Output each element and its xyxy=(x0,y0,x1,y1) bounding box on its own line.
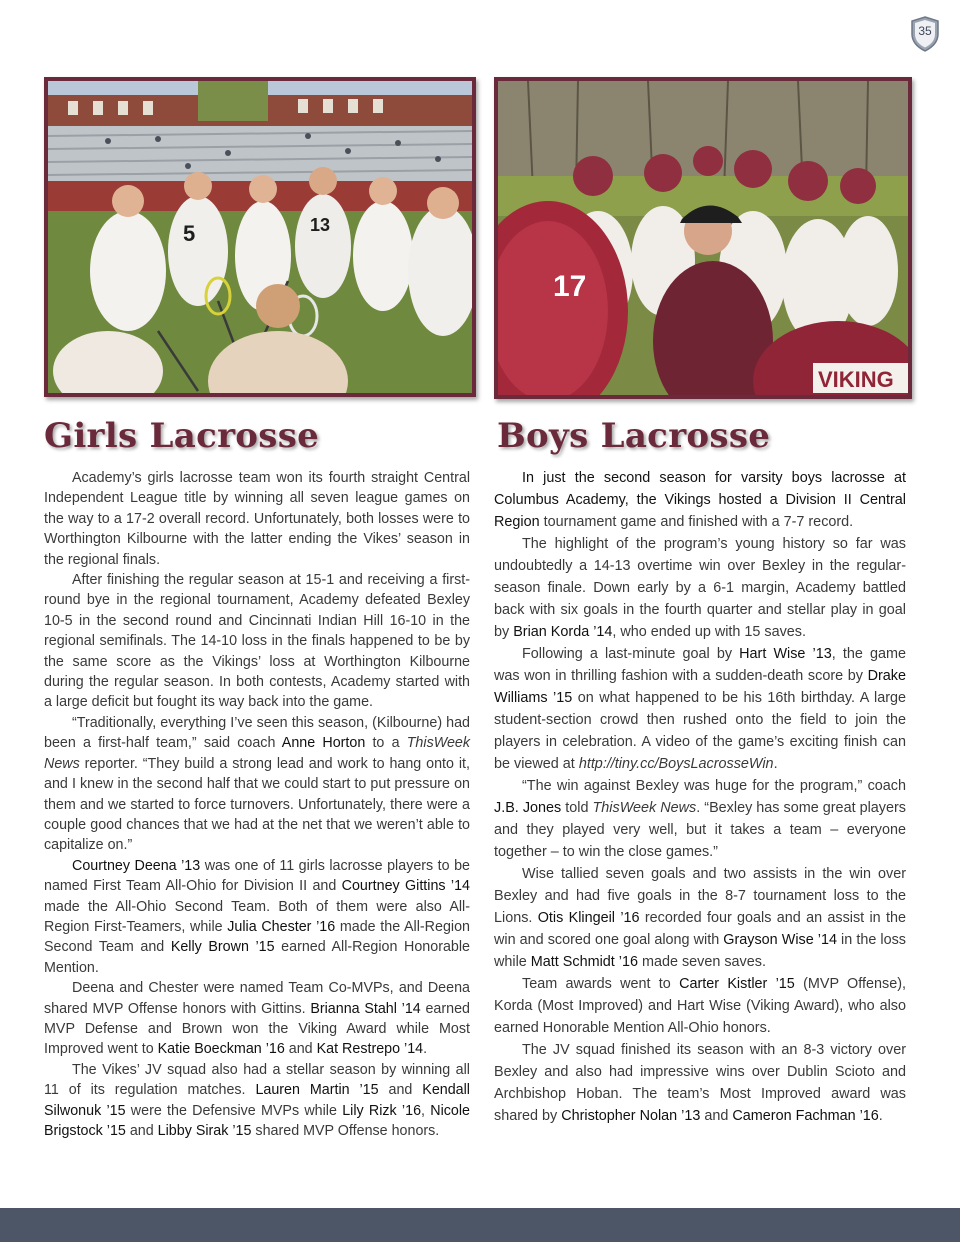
paragraph-text: and xyxy=(700,1108,733,1124)
svg-text:5: 5 xyxy=(183,221,196,246)
article-paragraph xyxy=(44,713,470,856)
article-paragraph xyxy=(44,468,470,570)
person-name: In just the second season for varsity boys lacrosse at Columbus Academy, the Vikings hosted a Division II Central Region xyxy=(494,470,906,530)
paragraph-text: made the All-Ohio Second Team. Both of them were also All-Region First-Teamers, while xyxy=(44,898,470,935)
article-paragraph xyxy=(494,973,906,1039)
helmet-number: 17 xyxy=(553,270,587,303)
article-paragraph xyxy=(44,856,470,978)
person-name: Brianna Stahl ’14 xyxy=(310,1000,421,1017)
person-name: Kelly Brown ’15 xyxy=(170,939,275,956)
paragraph-text: in the loss while xyxy=(494,932,906,970)
person-name: J.B. Jones xyxy=(494,800,562,816)
girls-team-huddle-image xyxy=(48,81,472,393)
paragraph-text: Following a last-minute goal by xyxy=(522,646,740,662)
boys-lacrosse-article xyxy=(494,467,906,1127)
paragraph-text: earned MVP Defense and Brown won the Viking Award while Most Improved went to xyxy=(44,1000,470,1058)
footer-band xyxy=(0,1208,960,1242)
person-name: Libby Sirak ’15 xyxy=(157,1123,252,1139)
paragraph-text: . xyxy=(773,756,778,772)
person-name: Courtney Gittins ’14 xyxy=(341,878,470,895)
girls-lacrosse-title: Girls Lacrosse xyxy=(44,416,320,456)
article-paragraph xyxy=(44,1060,470,1142)
girls-lacrosse-article xyxy=(44,468,470,1141)
paragraph-text: Deena and Chester were named Team Co-MVPs, and Deena shared MVP Offense honors with Gittins. xyxy=(44,980,470,1017)
paragraph-text: “Traditionally, everything I’ve seen this season, (Kilbourne) had been a first-half team,” said coach xyxy=(44,714,470,752)
paragraph-text: was one of 11 girls lacrosse players to be named First Team All-Ohio for Division II and xyxy=(44,857,470,895)
person-name: Carter Kistler ’15 xyxy=(679,976,795,992)
paragraph-text: told xyxy=(561,800,593,816)
paragraph-text: and xyxy=(125,1123,158,1139)
boys-lacrosse-photo xyxy=(494,77,912,399)
paragraph-text: made seven saves. xyxy=(637,954,766,970)
paragraph-text: shared MVP Offense honors. xyxy=(251,1123,440,1139)
paragraph-text: to a xyxy=(365,735,407,752)
paragraph-text: , the game was won in thrilling fashion with a sudden-death score by xyxy=(494,646,906,684)
paragraph-text: Team awards went to xyxy=(522,976,680,992)
paragraph-text: and xyxy=(378,1082,423,1099)
paragraph-text: “The win against Bexley was huge for the program,” coach xyxy=(522,778,906,794)
article-paragraph xyxy=(494,775,906,863)
girls-lacrosse-photo xyxy=(44,77,476,397)
person-name: Otis Klingeil ’16 xyxy=(537,910,640,926)
person-name: Kat Restrepo ’14 xyxy=(316,1041,424,1058)
person-name: Nicole Brigstock ’15 xyxy=(44,1102,470,1139)
article-paragraph xyxy=(44,978,470,1060)
paragraph-text: on what happened to be his 16th birthday. A large student-section crowd then rushed onto the field to join the players in celebration. A video of the game’s exciting finish can be viewed at xyxy=(494,690,906,772)
person-name: Lily Rizk ’16 xyxy=(342,1102,422,1119)
person-name: Anne Horton xyxy=(281,735,366,752)
paragraph-text: were the Defensive MVPs while xyxy=(125,1102,343,1119)
paragraph-text: (MVP Offense), Korda (Most Improved) and Hart Wise (Viking Award), who also earned Honorable Mention All-Ohio honors. xyxy=(494,976,906,1036)
boys-team-huddle-image xyxy=(498,81,908,395)
article-paragraph xyxy=(494,643,906,775)
paragraph-text: made the All-Region Second Team and xyxy=(44,918,470,956)
paragraph-text: , xyxy=(421,1102,431,1119)
person-name: Brian Korda ’14 xyxy=(513,624,613,640)
person-name: Kendall Silwonuk ’15 xyxy=(44,1082,470,1119)
paragraph-text: Wise tallied seven goals and two assists in the win over Bexley and had five goals in the 8-7 tournament loss to the Lions. xyxy=(494,866,906,926)
paragraph-text: recorded four goals and an assist in the win and scored one goal along with xyxy=(494,910,906,948)
page-number: 35 xyxy=(918,24,932,38)
paragraph-text: The JV squad finished its season with an 8-3 victory over Bexley and also had impressive wins over Dublin Scioto and Archbishop Hoban. The team’s Most Improved award was shared by xyxy=(494,1042,906,1124)
paragraph-text: . “Bexley has some great players and they played very well, but it takes a team – everyone together – to win the close games.” xyxy=(494,800,906,860)
italic-text: ThisWeek News xyxy=(44,735,470,772)
paragraph-text: . xyxy=(423,1041,428,1058)
person-name: Cameron Fachman ’16 xyxy=(732,1108,879,1124)
person-name: Katie Boeckman ’16 xyxy=(157,1041,285,1058)
person-name: Christopher Nolan ’13 xyxy=(561,1108,701,1124)
paragraph-text: The highlight of the program’s young history so far was undoubtedly a 14-13 overtime win over Bexley in the regular-season finale. Down early by a 6-1 margin, Academy battled back with six goals in the fourth quarter and stellar play in goal by xyxy=(494,536,906,640)
article-paragraph xyxy=(494,467,906,533)
article-paragraph xyxy=(494,533,906,643)
person-name: Grayson Wise ’14 xyxy=(723,932,837,948)
article-paragraph xyxy=(44,570,470,713)
person-name: Drake Williams ’15 xyxy=(494,668,906,706)
viking-helmet-text: VIKING xyxy=(818,367,894,392)
paragraph-text: Academy’s girls lacrosse team won its fourth straight Central Independent League title by winning all seven league games on the way to a 17-2 overall record. Unfortunately, both losses were to Worthington Kilbourne with the latter ending the Vikes’ season in the regional finals. xyxy=(44,470,470,568)
paragraph-text: , who ended up with 15 saves. xyxy=(612,624,807,640)
person-name: Hart Wise ’13 xyxy=(739,646,832,662)
person-name: Courtney Deena ’13 xyxy=(72,857,201,874)
article-paragraph xyxy=(494,1039,906,1127)
paragraph-text: After finishing the regular season at 15-1 and receiving a first-round bye in the regional tournament, Academy defeated Bexley 10-5 in the second round and Cincinnati Indian Hill 16-10 in the regional semifinals. The 14-10 loss in the finals happened to be by the same score as the Vikings’ loss at Worthington Kilbourne during the regular season. In both contests, Academy started with a large deficit but fought its way back into the game. xyxy=(44,572,470,711)
person-name: Lauren Martin ’15 xyxy=(255,1082,379,1099)
person-name: Julia Chester ’16 xyxy=(227,918,336,935)
paragraph-text: and xyxy=(284,1041,317,1058)
paragraph-text: reporter. “They build a strong lead and work to hang onto it, and I knew in the second half that we could start to put pressure on them and we started to force turnovers. Unfortunately, there were a couple good chances that we had at the net that we weren’t able to capitalize on.” xyxy=(44,755,470,854)
paragraph-text: . xyxy=(878,1108,883,1124)
article-paragraph xyxy=(494,863,906,973)
italic-text: http://tiny.cc/BoysLacrosseWin xyxy=(578,756,774,772)
paragraph-text: tournament game and finished with a 7-7 record. xyxy=(539,514,854,530)
svg-text:13: 13 xyxy=(310,215,331,235)
page-number-badge xyxy=(910,16,940,52)
italic-text: ThisWeek News xyxy=(592,800,697,816)
paragraph-text: earned All-Region Honorable Mention. xyxy=(44,939,470,976)
paragraph-text: The Vikes’ JV squad also had a stellar season by winning all 11 of its regulation matches. xyxy=(44,1061,470,1099)
person-name: Matt Schmidt ’16 xyxy=(530,954,638,970)
boys-lacrosse-title: Boys Lacrosse xyxy=(497,416,771,456)
